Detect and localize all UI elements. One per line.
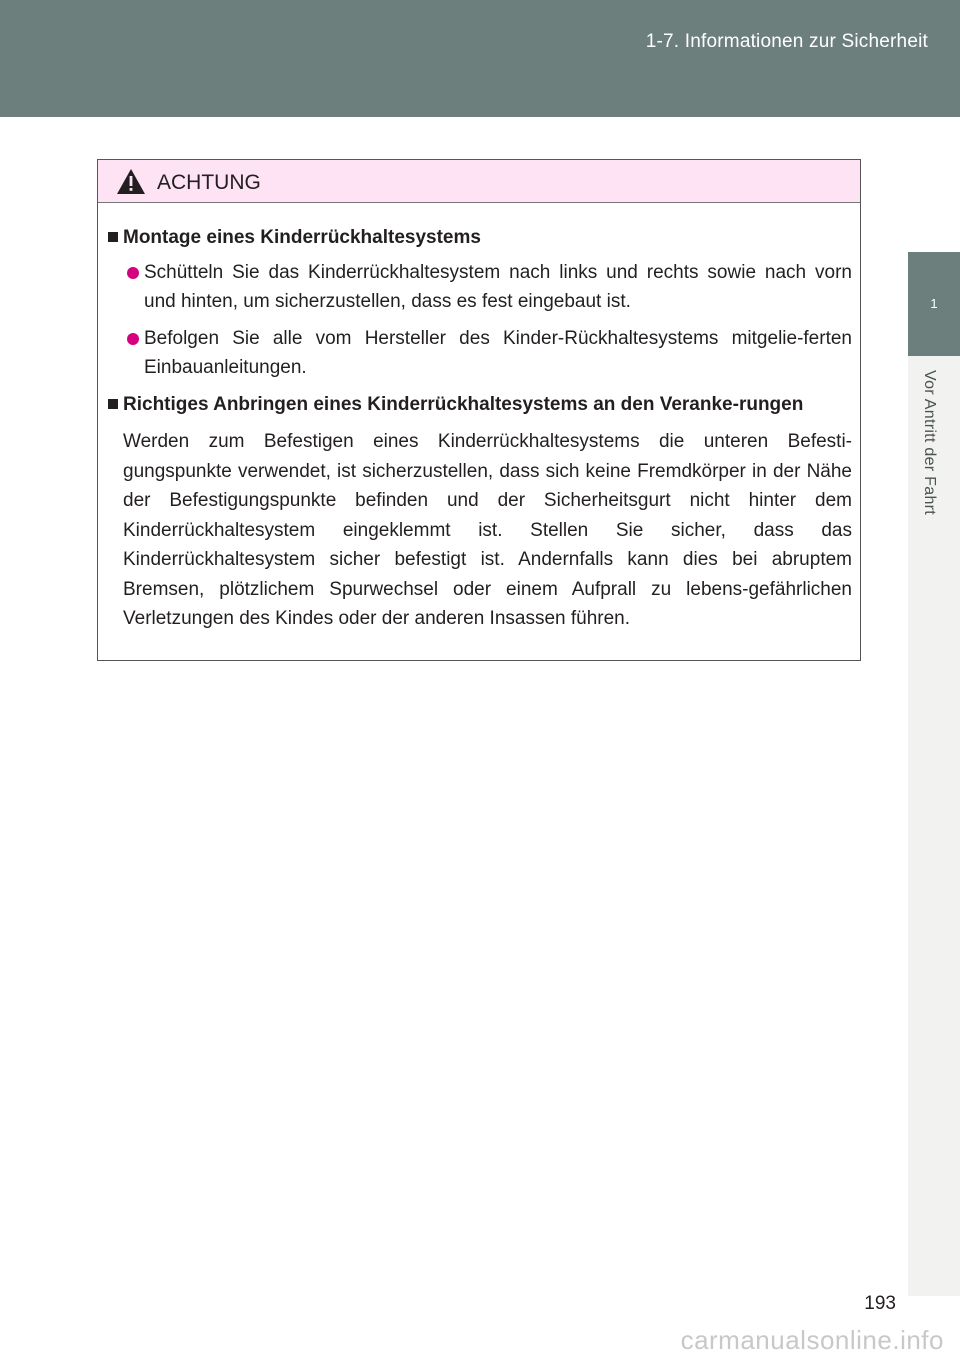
list-item [108, 324, 852, 382]
list-item [108, 258, 852, 316]
watermark: carmanualsonline.info [680, 1325, 944, 1355]
square-bullet-icon [108, 399, 118, 409]
chapter-number: 1 [930, 296, 938, 311]
list-item-text: Schütteln Sie das Kinderrückhaltesystem nach links und rechts sowie nach vorn und hinten, um sicherzustellen, dass es fest eingebaut ist. [144, 262, 852, 312]
header-band [0, 0, 960, 117]
warning-triangle-icon [116, 168, 146, 195]
warning-body [98, 203, 860, 634]
dot-bullet-icon [127, 333, 139, 345]
square-bullet-icon [108, 232, 118, 242]
warning-title: ACHTUNG [157, 171, 261, 194]
page-number: 193 [864, 1293, 896, 1314]
chapter-tab [908, 252, 960, 356]
warning-box [97, 159, 861, 661]
section-paragraph: Werden zum Befestigen eines Kinderrückhaltesystems die unteren Befesti-gungspunkte verwendet, ist sicherzustellen, dass sich keine Fremdkörper in der Nähe der Befestigungspunkte befinden und der Sicherheitsgurt nicht hinter dem Kinderrückhaltesystem eingeklemmt ist. Stellen Sie sicher, dass das Kinderrückhaltesystem sicher befestigt ist. Andernfalls kann dies bei abruptem Bremsen, plötzlichem Spurwechsel oder einem Aufprall zu lebens-gefährlichen Verletzungen des Kindes oder der anderen Insassen führen. [123, 431, 852, 629]
chapter-label: Vor Antritt der Fahrt [921, 370, 938, 516]
section-heading-text: Montage eines Kinderrückhaltesystems [123, 227, 481, 248]
section-heading-text: Richtiges Anbringen eines Kinderrückhaltesystems an den Veranke-rungen [123, 394, 804, 415]
list-item-text: Befolgen Sie alle vom Hersteller des Kinder-Rückhaltesystems mitgelie-ferten Einbauanleitungen. [144, 328, 852, 378]
warning-header [98, 160, 860, 203]
section-heading [108, 223, 852, 252]
section-title: 1-7. Informationen zur Sicherheit [645, 31, 928, 52]
dot-bullet-icon [127, 267, 139, 279]
chapter-label-tab [908, 356, 960, 1296]
section-heading [108, 390, 852, 419]
